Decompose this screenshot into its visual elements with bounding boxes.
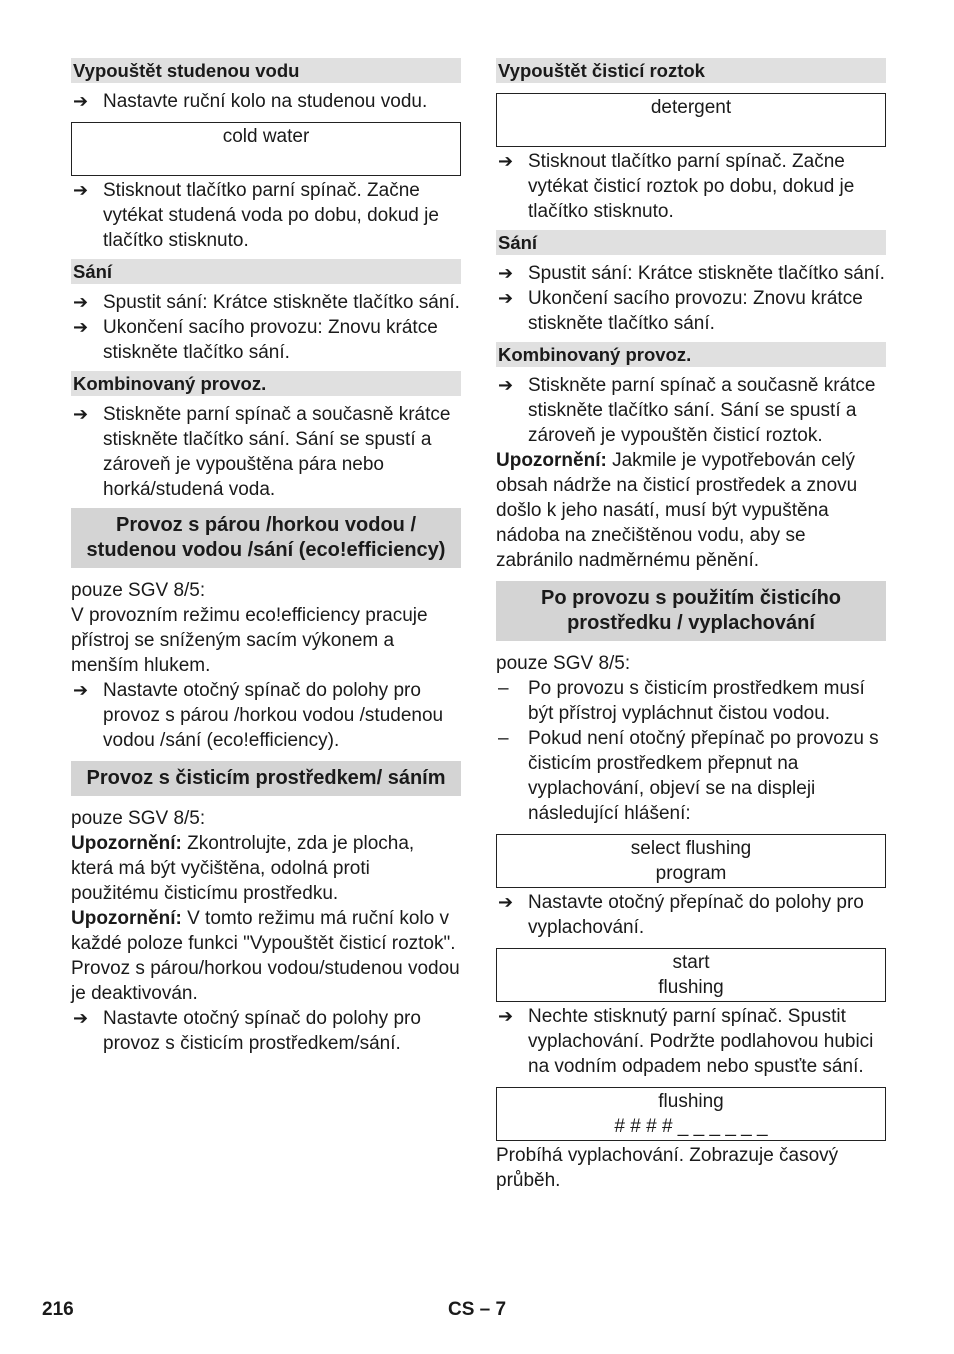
note-paragraph: Upozornění: Jakmile je vypotřebován celý obsah nádrže na čisticí prostředek a znovu došlo k jeho nasátí, musí být vypuštěna nádoba na znečištěnou vodu, aby se zabránilo nadměrnému pěnění. — [496, 450, 858, 571]
arrow-icon: ➔ — [73, 1008, 89, 1028]
right-column — [496, 58, 886, 1193]
main-heading: Po provozu s použitím čisticího prostředku / vyplachování — [496, 581, 886, 641]
dash-item: – Po provozu s čisticím prostředkem musí být přístroj vypláchnut čistou vodou. — [498, 678, 865, 724]
display-box: cold water — [71, 122, 461, 176]
display-box: start flushing — [496, 948, 886, 1002]
section-heading: Vypouštět čisticí roztok — [496, 58, 886, 83]
arrow-icon: ➔ — [498, 892, 514, 912]
section-heading: Kombinovaný provoz. — [496, 342, 886, 367]
instruction-item: ➔ Spustit sání: Krátce stiskněte tlačítko sání. — [73, 292, 460, 313]
page-number: 216 — [42, 1299, 74, 1320]
paragraph: Probíhá vyplachování. Zobrazuje časový průběh. — [496, 1145, 839, 1191]
display-box: select flushing program — [496, 834, 886, 888]
arrow-icon: ➔ — [498, 263, 514, 283]
display-box: flushing # # # # _ _ _ _ _ _ — [496, 1087, 886, 1141]
dash-marker: – — [498, 678, 509, 699]
main-heading: Provoz s čisticím prostředkem/ sáním — [71, 761, 461, 796]
instruction-item: ➔ Nastavte ruční kolo na studenou vodu. — [73, 91, 428, 112]
instruction-item: ➔ Stisknout tlačítko parní spínač. Začne vytékat studená voda po dobu, dokud je tlačítko stisknuto. — [73, 180, 439, 251]
arrow-icon: ➔ — [73, 91, 89, 111]
display-box: detergent — [496, 93, 886, 147]
note-paragraph: Upozornění: Zkontrolujte, zda je plocha, která má být vyčištěna, odolná proti použitému čisticímu prostředku. — [71, 833, 415, 904]
arrow-icon: ➔ — [498, 288, 514, 308]
arrow-icon: ➔ — [73, 292, 89, 312]
instruction-item: ➔ Ukončení sacího provozu: Znovu krátce stiskněte tlačítko sání. — [498, 288, 863, 334]
arrow-icon: ➔ — [498, 375, 514, 395]
section-heading: Sání — [496, 230, 886, 255]
instruction-item: ➔ Nastavte otočný spínač do polohy pro provoz s párou /horkou vodou /studenou vodou /sání (eco!efficiency). — [73, 680, 444, 751]
arrow-icon: ➔ — [73, 404, 89, 424]
arrow-icon: ➔ — [498, 151, 514, 171]
section-heading: Kombinovaný provoz. — [71, 371, 461, 396]
paragraph: V provozním režimu eco!efficiency pracuje přístroj se sníženým sacím výkonem a menším hlukem. — [71, 605, 428, 676]
main-heading: Provoz s párou /horkou vodou / studenou vodou /sání (eco!efficiency) — [71, 508, 461, 568]
dash-marker: – — [498, 728, 509, 749]
arrow-icon: ➔ — [73, 680, 89, 700]
paragraph: pouze SGV 8/5: — [496, 653, 631, 674]
dash-item: – Pokud není otočný přepínač po provozu s čisticím prostředkem přepnut na vyplachování, objeví se na displeji následující hlášení: — [498, 728, 879, 824]
note-label: Upozornění: — [71, 833, 182, 854]
instruction-item: ➔ Stisknout tlačítko parní spínač. Začne vytékat čisticí roztok po dobu, dokud je tlačítko stisknuto. — [498, 151, 855, 222]
instruction-item: ➔ Spustit sání: Krátce stiskněte tlačítko sání. — [498, 263, 885, 284]
instruction-item: ➔ Ukončení sacího provozu: Znovu krátce stiskněte tlačítko sání. — [73, 317, 438, 363]
instruction-item: ➔ Nastavte otočný přepínač do polohy pro vyplachování. — [498, 892, 864, 938]
section-heading: Sání — [71, 259, 461, 284]
instruction-item: ➔ Stiskněte parní spínač a současně krátce stiskněte tlačítko sání. Sání se spustí a zároveň je vypouštěna pára nebo horká/studená voda. — [73, 404, 451, 500]
arrow-icon: ➔ — [73, 317, 89, 337]
language-page-indicator: CS – 7 — [448, 1299, 507, 1320]
instruction-item: ➔ Nastavte otočný spínač do polohy pro provoz s čisticím prostředkem/sání. — [73, 1008, 421, 1054]
arrow-icon: ➔ — [498, 1006, 514, 1026]
note-label: Upozornění: — [71, 908, 182, 929]
paragraph: pouze SGV 8/5: — [71, 808, 206, 829]
left-column — [71, 58, 461, 1056]
note-paragraph: Upozornění: V tomto režimu má ruční kolo v každé poloze funkci "Vypouštět čisticí roztok". Provoz s párou/horkou vodou/studenou vodou je deaktivován. — [71, 908, 460, 1004]
instruction-item: ➔ Stiskněte parní spínač a současně krátce stiskněte tlačítko sání. Sání se spustí a zároveň je vypouštěn čisticí roztok. — [498, 375, 876, 446]
instruction-item: ➔ Nechte stisknutý parní spínač. Spustit vyplachování. Podržte podlahovou hubici na vodním odpadem nebo spusťte sání. — [498, 1006, 874, 1077]
paragraph: pouze SGV 8/5: — [71, 580, 206, 601]
note-label: Upozornění: — [496, 450, 607, 471]
section-heading: Vypouštět studenou vodu — [71, 58, 461, 83]
arrow-icon: ➔ — [73, 180, 89, 200]
